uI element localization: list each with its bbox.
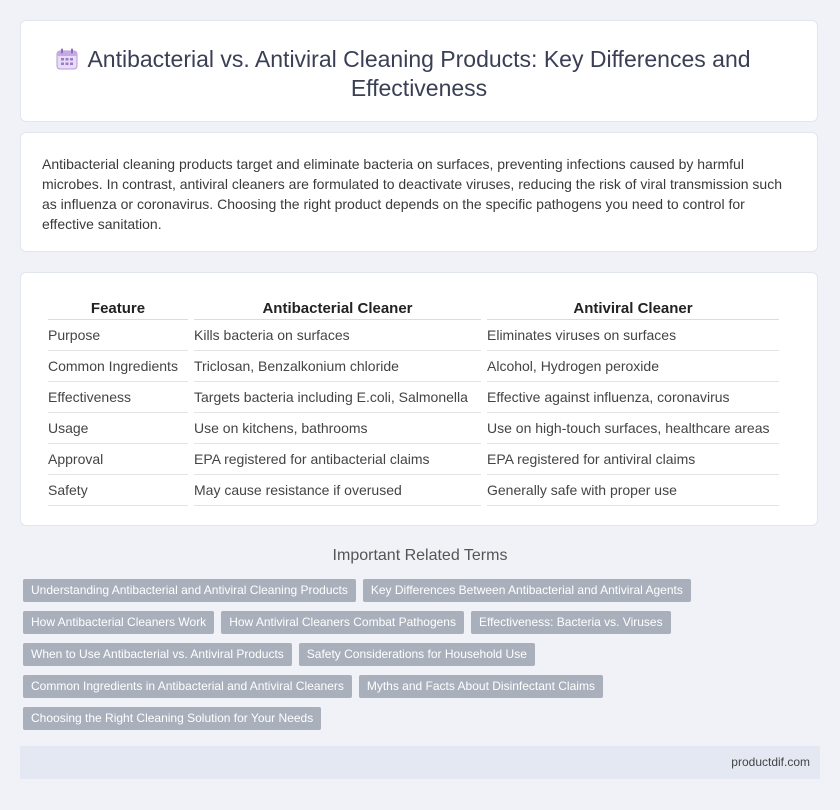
- table-row: [48, 320, 779, 351]
- table-cell: EPA registered for antibacterial claims: [194, 444, 481, 475]
- table-cell: Generally safe with proper use: [487, 475, 779, 506]
- column-header-antiviral: Antiviral Cleaner: [487, 297, 779, 320]
- table-cell: Effective against influenza, coronavirus: [487, 382, 779, 413]
- related-term-tag[interactable]: Common Ingredients in Antibacterial and Antiviral Cleaners: [23, 675, 352, 698]
- footer-site-link[interactable]: productdif.com: [731, 755, 810, 769]
- table-cell: Usage: [48, 413, 188, 444]
- related-term-tag[interactable]: How Antiviral Cleaners Combat Pathogens: [221, 611, 464, 634]
- header-card: [20, 20, 818, 122]
- intro-text: Antibacterial cleaning products target and eliminate bacteria on surfaces, preventing infections caused by harmful microbes. In contrast, antiviral cleaners are formulated to deactivate viruses, reducing the risk of viral transmission such as influenza or coronavirus. Choosing the right product depends on the specific pathogens you need to control for effective sanitation.: [42, 156, 782, 232]
- related-term-tag[interactable]: Safety Considerations for Household Use: [299, 643, 535, 666]
- table-cell: Alcohol, Hydrogen peroxide: [487, 351, 779, 382]
- page-title-line2: Effectiveness: [350, 75, 488, 101]
- table-cell: Common Ingredients: [48, 351, 188, 382]
- table-row: [48, 444, 779, 475]
- table-cell: Effectiveness: [48, 382, 188, 413]
- table-cell: Approval: [48, 444, 188, 475]
- table-cell: Triclosan, Benzalkonium chloride: [194, 351, 481, 382]
- related-terms-list: [23, 579, 723, 739]
- footer: [20, 746, 820, 779]
- comparison-card: [20, 272, 818, 526]
- intro-card: [20, 132, 818, 252]
- table-row: [48, 413, 779, 444]
- related-term-tag[interactable]: Understanding Antibacterial and Antiviral Cleaning Products: [23, 579, 356, 602]
- table-cell: Kills bacteria on surfaces: [194, 320, 481, 351]
- column-header-antibacterial: Antibacterial Cleaner: [194, 297, 481, 320]
- table-cell: Purpose: [48, 320, 188, 351]
- table-cell: Safety: [48, 475, 188, 506]
- related-term-tag[interactable]: Effectiveness: Bacteria vs. Viruses: [471, 611, 671, 634]
- related-terms-title: Important Related Terms: [332, 547, 508, 564]
- table-cell: Targets bacteria including E.coli, Salmonella: [194, 382, 481, 413]
- related-term-tag[interactable]: How Antibacterial Cleaners Work: [23, 611, 214, 634]
- table-header-row: [48, 297, 779, 320]
- column-header-feature: Feature: [48, 297, 188, 320]
- table-cell: EPA registered for antiviral claims: [487, 444, 779, 475]
- table-cell: Use on high-touch surfaces, healthcare areas: [487, 413, 779, 444]
- table-row: [48, 475, 779, 506]
- page-title: [21, 45, 817, 103]
- related-term-tag[interactable]: Key Differences Between Antibacterial and Antiviral Agents: [363, 579, 691, 602]
- related-term-tag[interactable]: When to Use Antibacterial vs. Antiviral Products: [23, 643, 292, 666]
- related-term-tag[interactable]: Myths and Facts About Disinfectant Claims: [359, 675, 603, 698]
- table-row: [48, 382, 779, 413]
- table-row: [48, 351, 779, 382]
- table-cell: May cause resistance if overused: [194, 475, 481, 506]
- comparison-table: [42, 297, 785, 506]
- table-cell: Eliminates viruses on surfaces: [487, 320, 779, 351]
- page-title-line1: Antibacterial vs. Antiviral Cleaning Products: Key Differences and: [87, 46, 751, 72]
- table-cell: Use on kitchens, bathrooms: [194, 413, 481, 444]
- related-term-tag[interactable]: Choosing the Right Cleaning Solution for Your Needs: [23, 707, 321, 730]
